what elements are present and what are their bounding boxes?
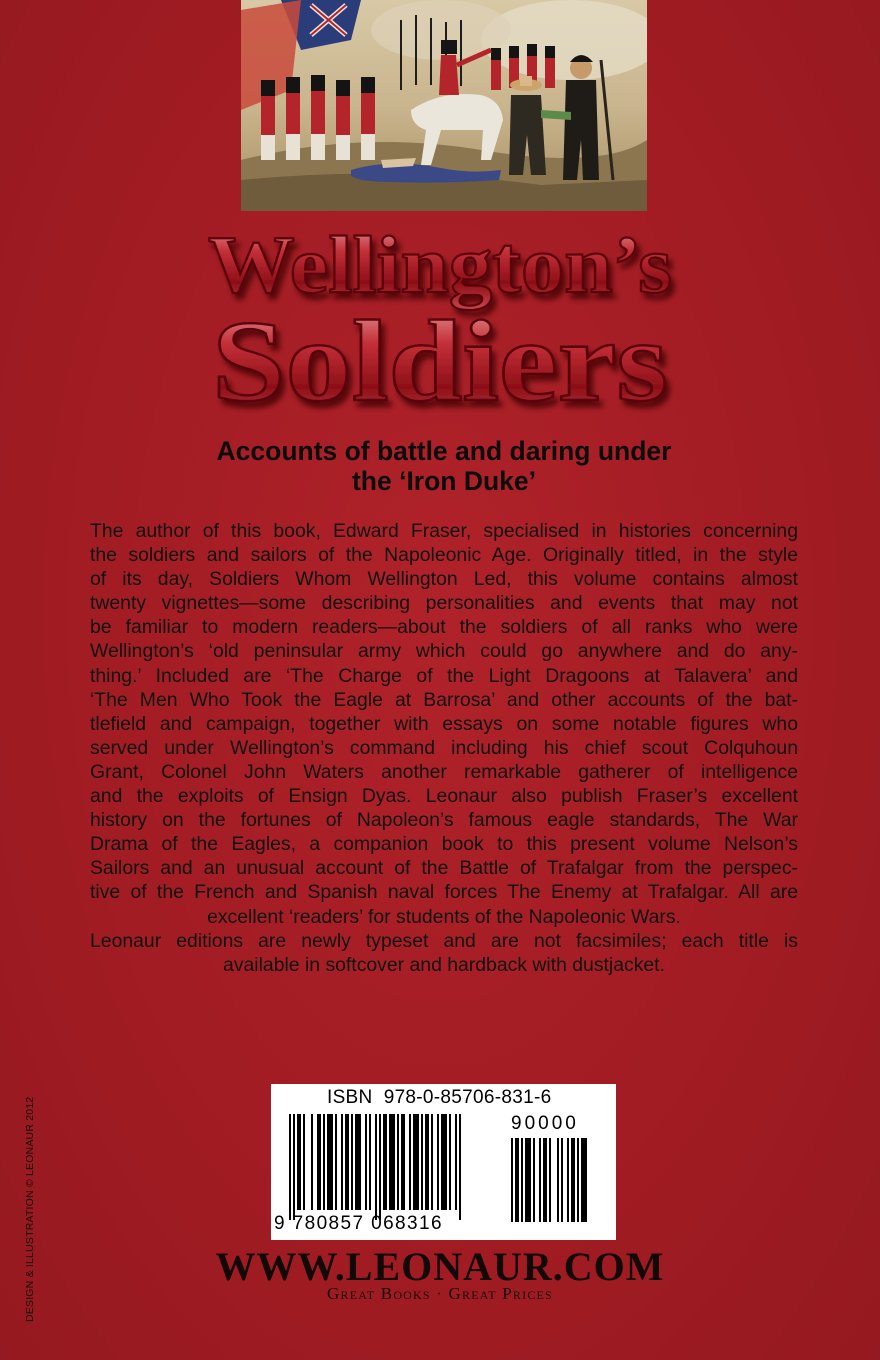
barcode-bar [577,1138,579,1222]
blurb-line: The author of this book, Edward Fraser, specialised in histories concerning [90,520,798,542]
barcode-bar [323,1114,325,1210]
blurb-line: be familiar to modern readers—about the soldiers of all ranks who were [90,616,798,639]
isbn-barcode [271,1084,616,1240]
title-line-1: Wellington’s [208,219,672,310]
design-credit: DESIGN & ILLUSTRATION © LEONAUR 2012 [24,1096,36,1322]
barcode-bar [389,1114,395,1210]
barcode-bar [557,1138,559,1222]
barcode-bar [413,1114,419,1210]
subtitle-line-1: Accounts of battle and daring under [216,436,672,466]
blurb-line: tlefield and campaign, together with essays on some notable figures who [90,712,798,735]
barcode-bar [409,1114,411,1210]
price-code: 90000 [511,1113,579,1134]
barcode-bar [539,1138,541,1222]
blurb-line: the soldiers and sailors of the Napoleonic Age. Originally titled, in the style [90,544,798,567]
battle-painting [241,0,647,211]
barcode-bar [431,1114,433,1210]
blurb-line: Leonaur editions are newly typeset and are not facsimiles; each title is [90,929,798,952]
blurb-line: served under Wellington’s command including his chief scout Colquhoun [90,736,798,759]
subtitle-line-2: the ‘Iron Duke’ [351,466,537,496]
blurb-line: twenty vignettes—some describing personalities and events that may not [90,592,798,615]
barcode-bar [401,1114,405,1210]
barcode-bar [345,1114,349,1210]
barcode-bar [515,1138,519,1222]
barcode-addon-bars [511,1138,607,1224]
barcode-bar [303,1114,305,1210]
barcode-bar [437,1114,439,1210]
barcode-bar [327,1114,333,1210]
barcode-bar [365,1114,367,1210]
blurb-line: Sailors and an unusual account of the Battle of Trafalgar from the perspec- [90,857,798,880]
isbn-label: ISBN 978-0-85706-831-6 [327,1087,552,1108]
barcode-bar [379,1114,381,1220]
barcode-bar [449,1114,451,1210]
barcode-bar [561,1138,563,1222]
barcode-bar [341,1114,343,1210]
blurb-line: and the exploits of Ensign Dyas. Leonaur also publish Fraser’s excellent [90,785,798,808]
barcode-bars [289,1114,501,1224]
book-title [140,212,740,440]
barcode-bar [293,1114,295,1220]
barcode-bar [567,1138,569,1222]
barcode-bar [455,1114,457,1210]
barcode-bar [335,1114,337,1210]
blurb-line: thing.’ Included are ‘The Charge of the Light Dragoons at Talavera’ and [90,664,798,687]
barcode-bar [383,1114,387,1210]
barcode-bar [351,1114,353,1210]
barcode-bar [459,1114,461,1220]
publisher-website: WWW.LEONAUR.COM [215,1244,665,1289]
blurb-line: history on the fortunes of Napoleon’s famous eagle standards, The War [90,809,798,832]
book-description [90,519,798,977]
barcode-bar [571,1138,575,1222]
blurb-line: Drama of the Eagles, a companion book to this present volume Nelson’s [90,833,798,856]
barcode-bar [521,1138,523,1222]
barcode-bar [543,1138,547,1222]
barcode-bar [355,1114,361,1210]
barcode-bar [369,1114,371,1210]
barcode-bar [297,1114,301,1210]
barcode-bar [533,1138,535,1222]
publisher-tagline: Great Books · Great Prices [327,1284,553,1303]
blurb-line: excellent ‘readers’ for students of the Napoleonic Wars. [207,905,681,928]
barcode-bar [525,1138,531,1222]
blurb-line: Grant, Colonel John Waters another remarkable gatherer of intelligence [90,760,798,783]
barcode-bar [441,1114,447,1210]
barcode-bar [317,1114,321,1210]
title-line-2: Soldiers [212,298,668,426]
blurb-line: available in softcover and hardback with dustjacket. [223,953,665,976]
barcode-bar [397,1114,399,1210]
barcode-bar [511,1138,513,1222]
blurb-line: ‘The Men Who Took the Eagle at Barrosa’ and other accounts of the bat- [90,688,798,711]
subtitle [90,436,798,496]
barcode-bar [311,1114,313,1210]
barcode-bar [421,1114,423,1210]
ean-digits: 9 780857 068316 [274,1213,443,1234]
barcode-bar [425,1114,429,1210]
blurb-line: of its day, Soldiers Whom Wellington Led, this volume contains almost [90,568,798,591]
barcode-bar [375,1114,377,1220]
barcode-bar [289,1114,291,1220]
blurb-line: tive of the French and Spanish naval forces The Enemy at Trafalgar. All are [90,881,798,904]
barcode-bar [581,1138,587,1222]
barcode-bar [549,1138,551,1222]
blurb-line: Wellington’s ‘old peninsular army which could go anywhere and do any- [90,640,798,663]
